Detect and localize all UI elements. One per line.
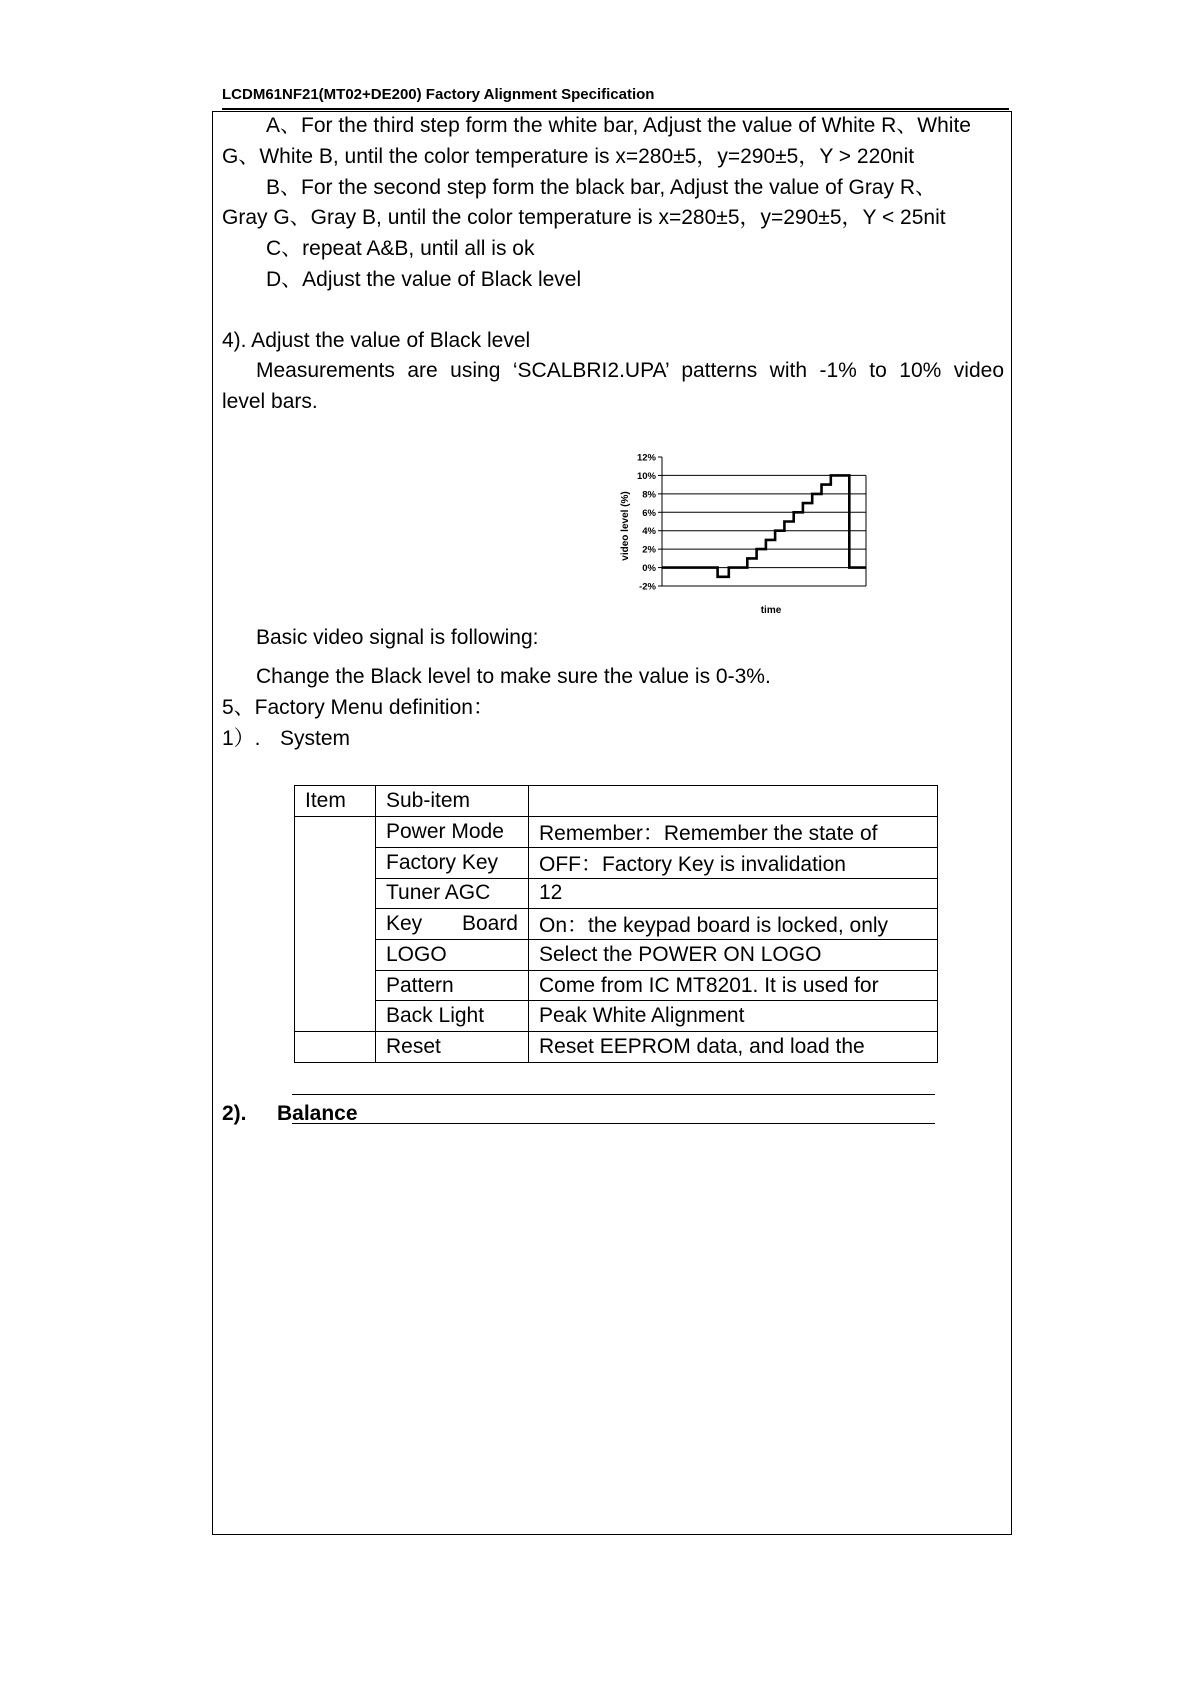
desc-power-mode	[529, 816, 938, 847]
table-row	[295, 847, 938, 878]
sub-item-logo: LOGO	[376, 940, 529, 971]
key-board-word-2: Board	[461, 912, 518, 936]
desc-back-light: Peak White Alignment	[529, 1001, 938, 1032]
sub-item-factory-key: Factory Key	[376, 847, 529, 878]
balance-label: Balance	[277, 1102, 358, 1125]
item-cell-merged	[295, 816, 376, 1031]
sub-item-tuner-agc: Tuner AGC	[376, 878, 529, 909]
sub-item-key-board	[376, 909, 529, 940]
header-sub-item: Sub-item	[376, 786, 529, 817]
desc-key-board: On：the keypad board is locked, only	[529, 909, 938, 940]
section5-sub1-number: 1）.	[222, 727, 261, 750]
desc-factory-key: OFF：Factory Key is invalidation	[529, 847, 938, 878]
section5-sub1-label: System	[280, 727, 351, 750]
chart-y-tick-label: 6%	[642, 507, 656, 519]
para-b-line1: B、For the second step form the black bar, Adjust the value of Gray R、	[266, 176, 936, 199]
desc-reset-text: Reset EEPROM data, and load the	[539, 1034, 865, 1058]
table-row	[295, 1031, 938, 1062]
desc-reset	[529, 1031, 938, 1062]
desc-pattern	[529, 970, 938, 1001]
table-row	[295, 1001, 938, 1032]
chart-y-tick-label: -2%	[639, 581, 656, 593]
key-board-word-1: Key	[386, 912, 423, 936]
balance-bottom-rule	[292, 1123, 935, 1124]
table-row	[295, 940, 938, 971]
chart-y-tick-label: 0%	[642, 563, 656, 575]
desc-power-mode-text: Remember：Remember the state of	[539, 821, 878, 845]
chart-y-axis-label: video level (%)	[620, 491, 631, 561]
chart-y-tick-label: 4%	[642, 526, 656, 538]
document-header-title: LCDM61NF21(MT02+DE200) Factory Alignment Specification	[222, 86, 655, 103]
desc-pattern-text: Come from IC MT8201. It is used for	[539, 973, 879, 997]
section5-title: 5、Factory Menu definition：	[222, 696, 494, 719]
section4-line2: level bars.	[222, 390, 318, 413]
chart-y-ticks	[637, 453, 662, 593]
chart-y-tick-label: 8%	[642, 489, 656, 501]
header-description	[529, 786, 938, 817]
table-row	[295, 909, 938, 940]
table-header-row	[295, 786, 938, 817]
table-row	[295, 970, 938, 1001]
para-c: C、repeat A&B, until all is ok	[266, 237, 535, 260]
balance-number: 2).	[222, 1102, 247, 1125]
para-b-line2: Gray G、Gray B, until the color temperature is x=280±5，y=290±5，Y < 25nit	[222, 206, 946, 229]
balance-top-rule	[292, 1094, 935, 1095]
chart-y-tick-label: 12%	[636, 452, 656, 464]
item-cell-reset	[295, 1031, 376, 1062]
para-d: D、Adjust the value of Black level	[266, 268, 582, 291]
header-item: Item	[295, 786, 376, 817]
chart-x-axis-label: time	[760, 605, 782, 616]
chart-series	[662, 475, 866, 576]
para-a-line1: A、For the third step form the white bar, Adjust the value of White R、White	[266, 114, 971, 137]
video-level-chart	[610, 448, 910, 628]
basic-signal-text: Basic video signal is following:	[256, 626, 539, 649]
chart-series-line	[662, 475, 866, 576]
chart-y-tick-label: 2%	[642, 544, 656, 556]
sub-item-reset: Reset	[376, 1031, 529, 1062]
sub-item-back-light: Back Light	[376, 1001, 529, 1032]
header-rule	[222, 108, 1009, 110]
chart-y-tick-label: 10%	[636, 470, 656, 482]
desc-logo: Select the POWER ON LOGO	[529, 940, 938, 971]
section4-title: 4). Adjust the value of Black level	[222, 329, 531, 352]
para-a-line2: G、White B, until the color temperature is x=280±5，y=290±5，Y > 220nit	[222, 145, 915, 168]
sub-item-pattern: Pattern	[376, 970, 529, 1001]
change-black-text: Change the Black level to make sure the value is 0-3%.	[256, 665, 771, 688]
section4-line1: Measurements are using ‘SCALBRI2.UPA’ patterns with -1% to 10% video	[256, 359, 1004, 382]
sub-item-power-mode: Power Mode	[376, 816, 529, 847]
desc-tuner-agc: 12	[529, 878, 938, 909]
table-row	[295, 816, 938, 847]
system-menu-table	[294, 785, 938, 1063]
table-row	[295, 878, 938, 909]
